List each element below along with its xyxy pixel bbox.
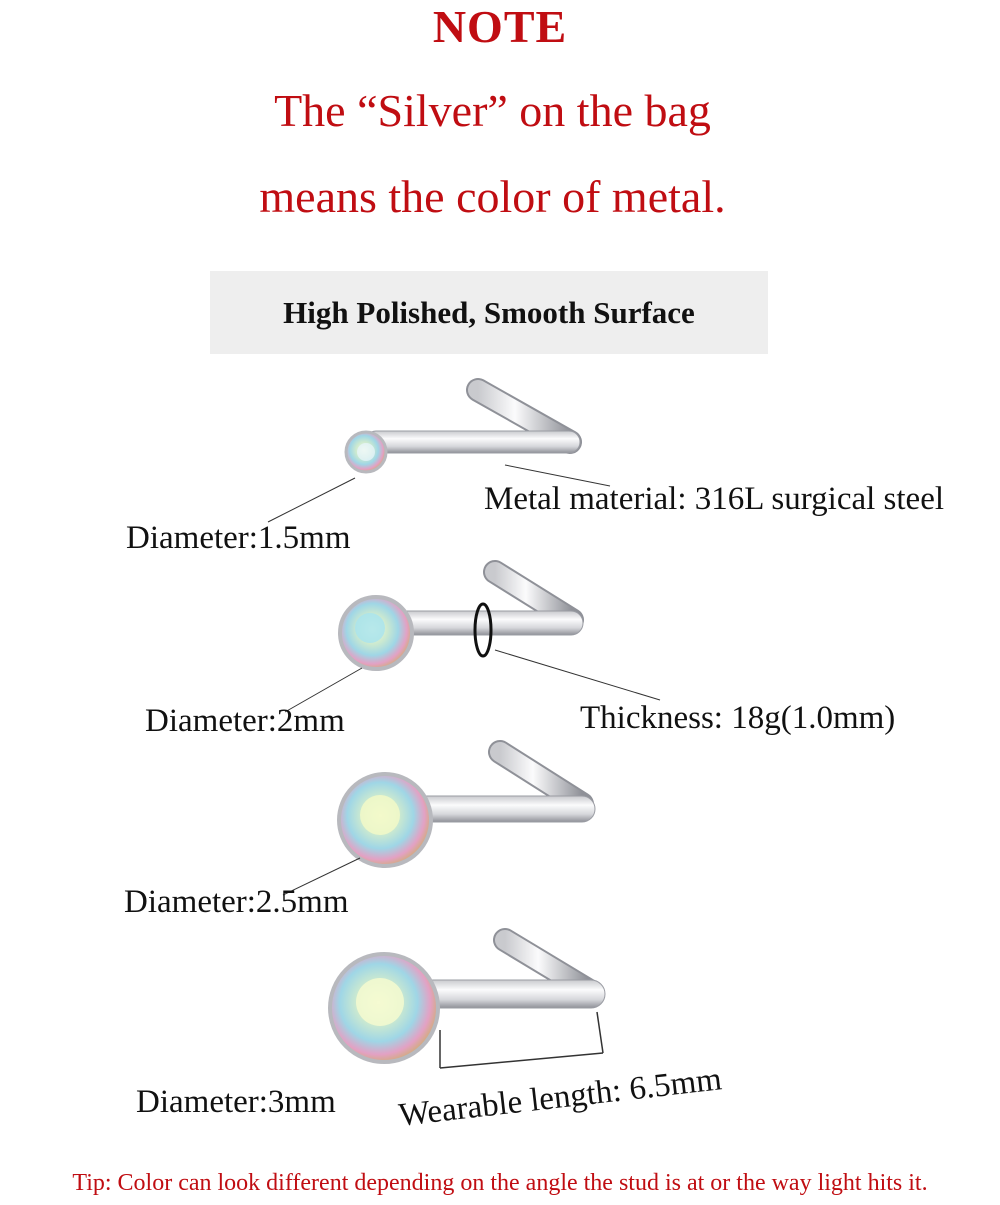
diameter-label-4: Diameter:3mm <box>136 1084 336 1120</box>
note-line-2: means the color of metal. <box>259 171 726 222</box>
note-title: NOTE <box>432 1 568 52</box>
diameter-label-3: Diameter:2.5mm <box>124 884 349 920</box>
thickness-label: Thickness: 18g(1.0mm) <box>580 700 896 736</box>
stud-2 <box>285 572 660 712</box>
surface-banner-text: High Polished, Smooth Surface <box>283 294 695 330</box>
diameter-label-1: Diameter:1.5mm <box>126 520 351 556</box>
stud-3 <box>283 752 595 895</box>
material-label: Metal material: 316L surgical steel <box>484 481 945 517</box>
wearable-length-label: Wearable length: 6.5mm <box>397 1061 724 1134</box>
diameter-label-2: Diameter:2mm <box>145 703 345 739</box>
stud-4 <box>330 940 605 1068</box>
color-tip: Tip: Color can look different depending on the angle the stud is at or the way light hits it. <box>72 1170 928 1196</box>
note-line-1: The “Silver” on the bag <box>274 85 711 136</box>
